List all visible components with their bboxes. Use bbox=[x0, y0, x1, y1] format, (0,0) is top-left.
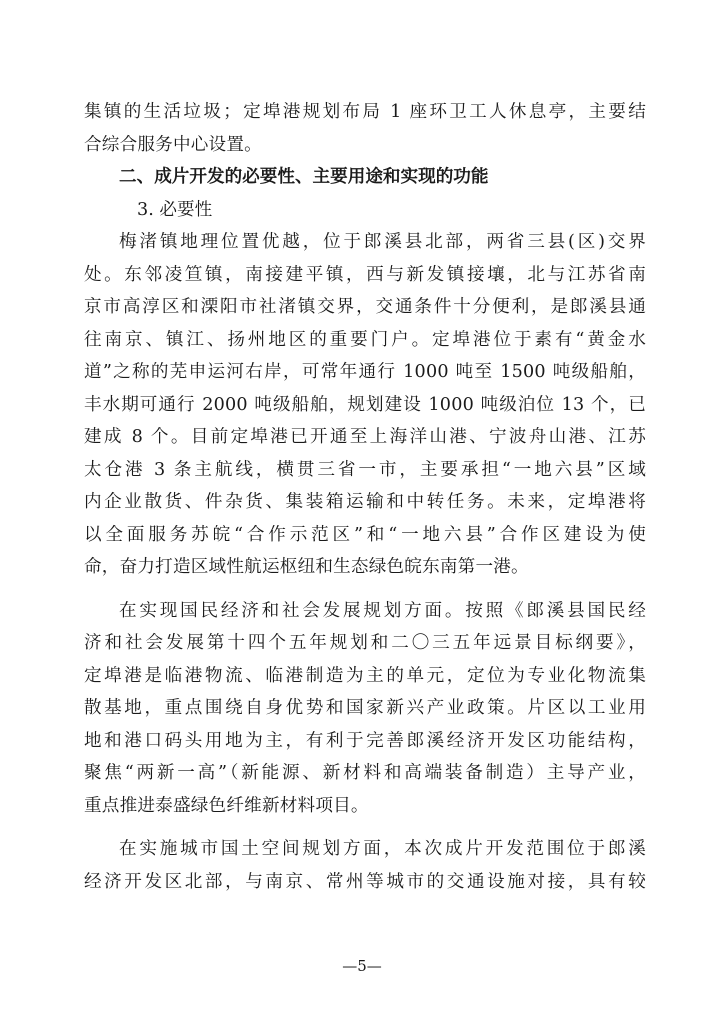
text-line: 丰水期可通行 2000 吨级船舶，规划建设 1000 吨级泊位 13 个，已 bbox=[84, 394, 646, 415]
document-body bbox=[84, 96, 646, 898]
paragraph-spacer bbox=[84, 584, 646, 595]
page-number: —5— bbox=[342, 957, 382, 975]
subsection-heading: 3. 必要性 bbox=[137, 199, 213, 220]
text-line: 建成 8 个。目前定埠港已开通至上海洋山港、宁波舟山港、江苏 bbox=[84, 427, 646, 447]
paragraph-necessity bbox=[84, 226, 646, 584]
text-line: 以全面服务苏皖“合作示范区”和“一地六县”合作区建设为使 bbox=[84, 524, 646, 545]
text-line: 集镇的生活垃圾；定埠港规划布局 1 座环卫工人休息亭，主要结 bbox=[84, 102, 646, 122]
text-line: 命，奋力打造区域性航运枢纽和生态绿色皖东南第一港。 bbox=[84, 557, 529, 577]
text-line: 在实现国民经济和社会发展规划方面。按照《郎溪县国民经 bbox=[119, 600, 646, 621]
text-line: 济和社会发展第十四个五年规划和二〇三五年远景目标纲要》， bbox=[84, 633, 646, 653]
text-line: 京市高淳区和溧阳市社渚镇交界，交通条件十分便利，是郎溪县通 bbox=[84, 297, 646, 317]
text-line: 地和港口码头用地为主，有利于完善郎溪经济开发区功能结构， bbox=[84, 730, 646, 751]
text-line: 处。东邻凌笪镇，南接建平镇，西与新发镇接壤，北与江苏省南 bbox=[84, 264, 646, 285]
paragraph-spatial-plan bbox=[84, 833, 646, 898]
text-line: 道”之称的芜申运河右岸，可常年通行 1000 吨至 1500 吨级船舶， bbox=[84, 362, 646, 382]
text-line: 经济开发区北部，与南京、常州等城市的交通设施对接，具有较 bbox=[84, 871, 646, 892]
text-line: 合综合服务中心设置。 bbox=[84, 134, 262, 155]
text-line: 梅渚镇地理位置优越，位于郎溪县北部，两省三县(区)交界 bbox=[119, 232, 646, 252]
text-line: 在实施城市国土空间规划方面，本次成片开发范围位于郎溪 bbox=[119, 839, 646, 859]
text-line: 内企业散货、件杂货、集装箱运输和中转任务。未来，定埠港将 bbox=[84, 492, 646, 512]
intro-paragraph bbox=[84, 96, 646, 161]
text-line: 重点推进泰盛绿色纤维新材料项目。 bbox=[84, 795, 369, 816]
text-line: 散基地，重点围绕自身优势和国家新兴产业政策。片区以工业用 bbox=[84, 698, 646, 718]
text-line: 定埠港是临港物流、临港制造为主的单元，定位为专业化物流集 bbox=[84, 665, 646, 686]
section-heading: 二、成片开发的必要性、主要用途和实现的功能 bbox=[119, 167, 489, 187]
paragraph-spacer bbox=[84, 822, 646, 833]
text-line: 聚焦“两新一高”（新能源、新材料和高端装备制造）主导产业， bbox=[84, 763, 646, 783]
paragraph-economic-plan bbox=[84, 595, 646, 823]
text-line: 太仓港 3 条主航线，横贯三省一市，主要承担“一地六县”区域 bbox=[84, 459, 646, 480]
text-line: 往南京、镇江、扬州地区的重要门户。定埠港位于素有“黄金水 bbox=[84, 329, 646, 350]
